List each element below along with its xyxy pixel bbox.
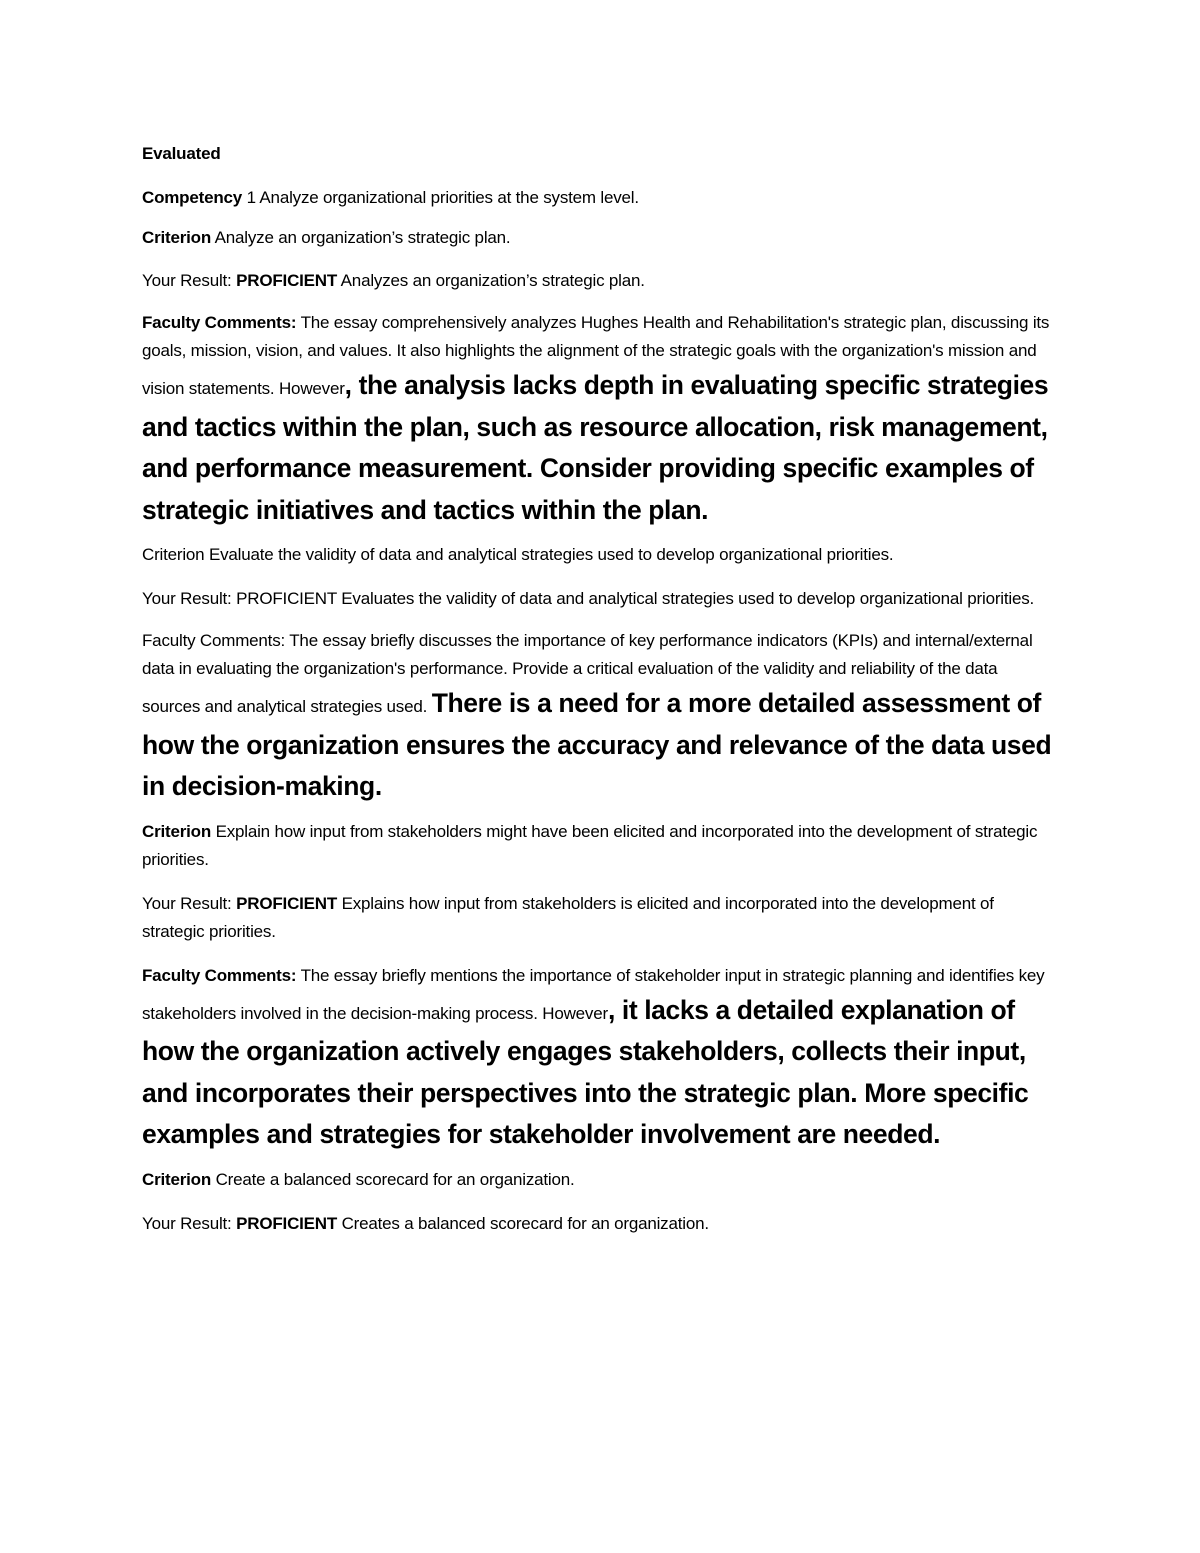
faculty-comments: [142, 627, 1060, 808]
result-line: [142, 890, 1060, 946]
comments-label: Faculty Comments:: [142, 631, 286, 650]
criterion-text: Explain how input from stakeholders might have been elicited and incorporated into the development of strategic priorities.: [142, 821, 1038, 869]
comments-label: Faculty Comments:: [142, 313, 297, 332]
criterion-label: Criterion: [142, 228, 212, 247]
criterion-text: Create a balanced scorecard for an organization.: [215, 1169, 575, 1189]
result-value: PROFICIENT: [236, 1213, 338, 1233]
criterion-text: Evaluate the validity of data and analytical strategies used to develop organizational priorities.: [208, 545, 894, 564]
result-label: Your Result:: [142, 893, 232, 913]
page-heading: Evaluated: [142, 144, 221, 163]
result-text: Evaluates the validity of data and analytical strategies used to develop organizational priorities.: [341, 589, 1035, 608]
result-text: Explains how input from stakeholders is elicited and incorporated into the development of strategic priorities.: [142, 893, 994, 941]
criterion-label: Criterion: [142, 821, 212, 841]
comments-emphasis: There is a need for a more detailed assessment of how the organization ensures the accuracy and relevance of the data used in decision-making.: [142, 688, 1052, 801]
result-value: PROFICIENT: [236, 589, 337, 608]
criterion-line: [142, 541, 1060, 569]
result-text: Analyzes an organization’s strategic plan.: [340, 271, 645, 290]
competency-text: Analyze organizational priorities at the system level.: [259, 188, 639, 207]
result-line: [142, 585, 1060, 613]
competency-number: 1: [246, 188, 256, 207]
competency-label: Competency: [142, 188, 243, 207]
comments-label: Faculty Comments:: [142, 965, 297, 985]
result-label: Your Result:: [142, 589, 232, 608]
document-body: [142, 140, 1060, 1250]
criterion-text: Analyze an organization’s strategic plan.: [214, 228, 511, 247]
comments-text: The essay briefly discusses the importance of key performance indicators (KPIs) and internal/external data in evaluating the organization's performance. Provide a critical evaluation of the validity and reliability of the data sources and analytical strategies used.: [142, 631, 1033, 716]
criterion-label: Criterion: [142, 545, 205, 564]
faculty-comments: [142, 309, 1060, 531]
comments-emphasis: , the analysis lacks depth in evaluating specific strategies and tactics within the plan, such as resource allocation, risk management, and performance measurement. Consider providing specific examples of strategic initiatives and tactics within the plan.: [142, 370, 1049, 525]
result-label: Your Result:: [142, 1213, 232, 1233]
result-line: [142, 267, 1060, 295]
result-value: PROFICIENT: [236, 271, 338, 290]
comments-text: The essay briefly mentions the importance of stakeholder input in strategic planning and identifies key stakeholders involved in the decision-making process. However: [142, 965, 1045, 1023]
result-value: PROFICIENT: [236, 893, 338, 913]
result-text: Creates a balanced scorecard for an organization.: [341, 1213, 709, 1233]
result-label: Your Result:: [142, 271, 232, 290]
competency-line: [142, 184, 1060, 212]
faculty-comments: [142, 962, 1060, 1156]
criterion-label: Criterion: [142, 1169, 212, 1189]
criterion-line: [142, 818, 1060, 874]
comments-emphasis: , it lacks a detailed explanation of how the organization actively engages stakeholders, collects their input, and incorporates their perspectives into the strategic plan. More specific examples and strategies for stakeholder involvement are needed.: [142, 994, 1029, 1149]
result-line: [142, 1210, 1060, 1238]
criterion-line: [142, 1166, 1060, 1194]
comments-text: The essay comprehensively analyzes Hughes Health and Rehabilitation's strategic plan, discussing its goals, mission, vision, and values. It also highlights the alignment of the strategic goals with the organization's mission and vision statements. However: [142, 313, 1050, 398]
criterion-line: [142, 224, 1060, 252]
